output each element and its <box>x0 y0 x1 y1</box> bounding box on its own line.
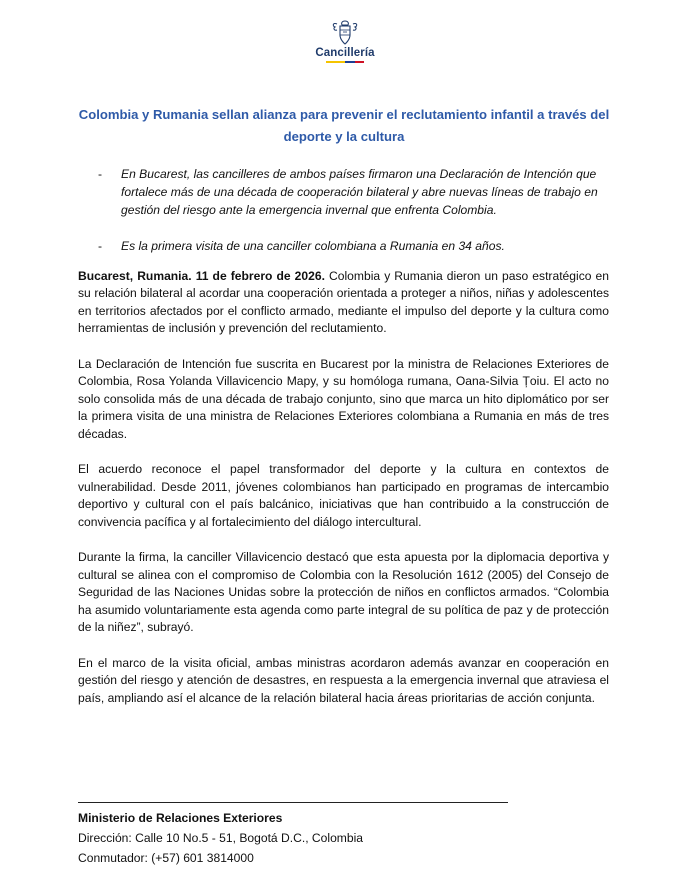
cancilleria-logo <box>300 20 390 63</box>
dateline: Bucarest, Rumania. 11 de febrero de 2026. <box>78 269 325 283</box>
press-release-title: Colombia y Rumania sellan alianza para prevenir el reclutamiento infantil a través del deporte y la cultura <box>78 107 610 144</box>
coat-of-arms-icon <box>331 20 359 46</box>
footer-divider <box>78 802 508 803</box>
paragraph-3: El acuerdo reconoce el papel transformador del deporte y la cultura en contextos de vulnerabilidad. Desde 2011, jóvenes colombianos han participado en programas de intercambio deportivo y cultural con el país balcánico, iniciativas que han contribuido a la construcción de convivencia pacífica y al fortalecimiento del diálogo intercultural. <box>78 462 609 529</box>
highlight-text: Es la primera visita de una canciller colombiana a Rumania en 34 años. <box>121 239 505 253</box>
paragraph-2: La Declaración de Intención fue suscrita en Bucarest por la ministra de Relaciones Exteriores de Colombia, Rosa Yolanda Villavicencio Mapy, y su homóloga rumana, Oana-Silvia Țoiu. El acto no solo consolida más de una década de trabajo conjunto, sino que marca un hito diplomático por ser la primera visita de una ministra de Relaciones Exteriores colombiana a Rumania en más de tres décadas. <box>78 357 609 441</box>
paragraph-text: Colombia y Rumania dieron un paso estratégico en su relación bilateral al acordar una cooperación orientada a proteger a niños, niñas y adolescentes en territorios afectados por el conflicto armado, mediante el impulso del deporte y la cultura como herramientas de inclusión y prevención del reclutamiento. <box>78 269 609 336</box>
flag-stripe <box>326 61 364 63</box>
highlights-list <box>98 165 608 273</box>
paragraph-1 <box>78 268 609 338</box>
footer-org: Ministerio de Relaciones Exteriores <box>78 811 283 825</box>
bullet-dash: - <box>98 239 103 253</box>
logo-text: Cancillería <box>315 47 375 59</box>
paragraph-4: Durante la firma, la canciller Villavicencio destacó que esta apuesta por la diplomacia deportiva y cultural se alinea con el compromiso de Colombia con la Resolución 1612 (2005) del Consejo de Seguridad de las Naciones Unidas sobre la protección de niños en conflictos armados. “Colombia ha asumido voluntariamente esta agenda como parte integral de su política de paz y de protección de la niñez”, subrayó. <box>78 550 609 635</box>
footer <box>78 808 609 868</box>
highlight-text: En Bucarest, las cancilleres de ambos países firmaron una Declaración de Intención que fortalece más de una década de cooperación bilateral y abre nuevas líneas de trabajo en gestión del riesgo ante la emergencia invernal que enfrenta Colombia. <box>121 167 598 217</box>
bullet-dash: - <box>98 167 103 181</box>
paragraph-5: En el marco de la visita oficial, ambas ministras acordaron además avanzar en cooperación en gestión del riesgo y atención de desastres, en respuesta a la emergencia invernal que atraviesa el país, ampliando así el alcance de la relación bilateral hacia áreas prioritarias de acción conjunta. <box>78 655 609 705</box>
highlight-item <box>98 165 608 219</box>
highlight-item <box>98 237 608 255</box>
footer-address: Dirección: Calle 10 No.5 - 51, Bogotá D.C., Colombia <box>78 831 364 845</box>
footer-phone: Conmutador: (+57) 601 3814000 <box>78 851 254 865</box>
article-body <box>78 268 609 725</box>
